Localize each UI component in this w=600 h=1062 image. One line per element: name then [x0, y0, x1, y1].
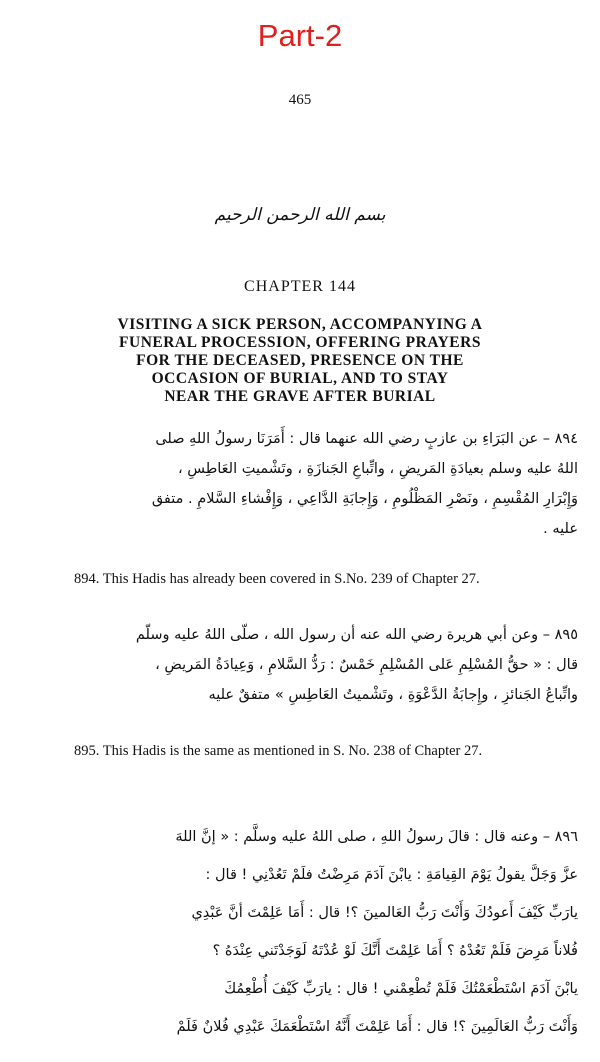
arabic-line: عليه . [543, 521, 578, 537]
chapter-heading: CHAPTER 144 [244, 278, 356, 295]
hadith-895-arabic [22, 620, 578, 710]
arabic-line: اللهُ عليه وسلم بعيادَةِ المَريضِ ، واتِّباعِ الجَنازَةِ ، وتَشْميتِ العَاطِسِ ، [177, 461, 578, 477]
arabic-line: فُلاناً مَرِضَ فَلَمْ تَعُدْهُ ؟ أَمَا عَلِمْتَ أَنَّكَ لَوْ عُدْتَهُ لَوَجَدْتَني عِنْدَهُ ؟ [212, 943, 578, 959]
hadith-895-translation [74, 742, 576, 760]
hadith-894-arabic [22, 424, 578, 544]
hadith-896-arabic [22, 818, 578, 1046]
hadith-translation-text: This Hadis has already been covered in S.No. 239 of Chapter 27. [102, 571, 480, 587]
basmala-calligraphy: بسم الله الرحمن الرحيم [214, 205, 386, 225]
hadith-number: 894. [74, 571, 100, 587]
arabic-line: يابْنَ آدَمَ اسْتَطْعَمْتُكَ فَلَمْ تُطْعِمْني ! قال : يارَبِّ كَيْفَ أُطْعِمُكَ [224, 981, 578, 997]
hadith-translation-text: This Hadis is the same as mentioned in S. No. 238 of Chapter 27. [102, 743, 483, 759]
arabic-line: قال : « حقُّ المُسْلِمِ عَلى المُسْلِمِ خَمْسٌ : رَدُّ السَّلامِ ، وَعِيادَةُ المَريضِ ، [155, 657, 578, 673]
arabic-line: ٨٩٤ – عن البَرَاءِ بن عازبٍ رضي الله عنهما قال : أَمَرَنَا رسولُ اللهِ صلى [155, 431, 578, 447]
arabic-line: ٨٩٥ – وعن أبي هريرة رضي الله عنه أن رسول الله ، صلّى اللهُ عليه وسلّم [135, 627, 578, 643]
arabic-line: عزَّ وَجَلَّ يقولُ يَوْمَ القِيامَةِ : يابْنَ آدَمَ مَرِضْتُ فلَمْ تَعُدْنِي ! قال : [205, 867, 578, 883]
arabic-line: واتِّباعُ الجَنائزِ ، وإِجابَةُ الدَّعْوَةِ ، وتَشْميتُ العَاطِسِ » متفقٌ عليه [208, 687, 578, 703]
page-number: 465 [288, 92, 312, 108]
arabic-line: يارَبِّ كَيْفَ أَعودُكَ وَأَنْتَ رَبُّ العَالمينَ ؟! قال : أَمَا عَلِمْتَ أنَّ عَبْدِي [191, 905, 578, 921]
arabic-line: وَإِبْرَارِ المُقْسِمِ ، ونَصْرِ المَظْلُومِ ، وَإِجابَةِ الدَّاعِي ، وَإِفْشاءِ السَّلامِ . متفق [151, 491, 578, 507]
chapter-title-line: FOR THE DECEASED, PRESENCE ON THE [136, 352, 464, 369]
chapter-title-line: NEAR THE GRAVE AFTER BURIAL [164, 388, 436, 405]
arabic-line: ٨٩٦ – وعنه قال : قالَ رسولُ اللهِ ، صلى اللهُ عليه وسلَّم : « إنَّ اللهَ [175, 829, 578, 845]
chapter-title-line: VISITING A SICK PERSON, ACCOMPANYING A [117, 316, 483, 333]
chapter-title [60, 316, 540, 406]
hadith-number: 895. [74, 743, 100, 759]
arabic-line: وَأَنْتَ رَبُّ العَالَمِينَ ؟! قال : أَمَا عَلِمْتَ أَنَّهُ اسْتَطْعَمَكَ عَبْدِي فُلانٌ فَلَمْ [176, 1019, 578, 1035]
part-label: Part-2 [257, 18, 343, 53]
chapter-title-line: FUNERAL PROCESSION, OFFERING PRAYERS [119, 334, 481, 351]
chapter-title-line: OCCASION OF BURIAL, AND TO STAY [151, 370, 449, 387]
hadith-894-translation [74, 570, 576, 588]
